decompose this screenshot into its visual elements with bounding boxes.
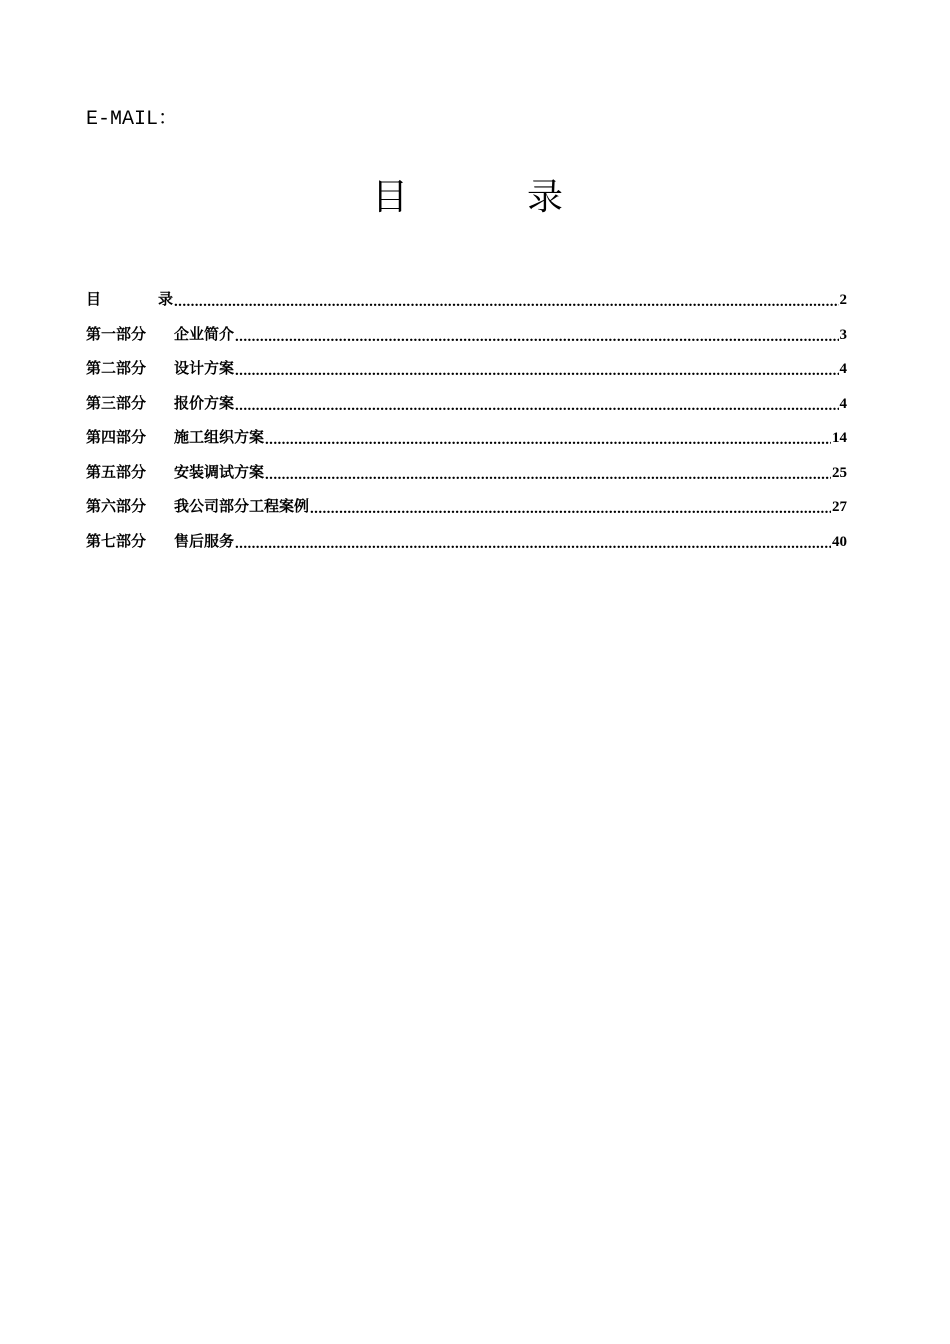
toc-entry-contents[interactable] xyxy=(86,288,847,323)
toc-entry-part-2[interactable] xyxy=(86,357,847,392)
toc-dot-leader xyxy=(265,432,831,448)
toc-dot-leader xyxy=(174,294,838,310)
toc-dot-leader xyxy=(265,467,831,483)
toc-title: 安装调试方案 xyxy=(174,462,265,481)
toc-title: 售后服务 xyxy=(174,531,235,550)
table-of-contents xyxy=(86,288,847,564)
toc-entry-part-5[interactable] xyxy=(86,461,847,496)
toc-page-number: 40 xyxy=(832,533,847,550)
toc-page-number: 4 xyxy=(839,361,847,377)
toc-part-label: 第六部分 xyxy=(86,497,147,515)
toc-title: 录 xyxy=(158,290,174,308)
toc-part-label: 第一部分 xyxy=(86,324,147,343)
toc-entry-part-6[interactable] xyxy=(86,495,847,530)
toc-title: 企业简介 xyxy=(174,324,235,343)
toc-entry-part-4[interactable] xyxy=(86,426,847,461)
page-title-char-2: 录 xyxy=(527,177,564,218)
toc-dot-leader xyxy=(235,536,831,552)
toc-page-number: 2 xyxy=(839,292,847,308)
toc-page-number: 4 xyxy=(839,395,847,412)
page-title xyxy=(372,174,572,222)
toc-part-label: 目 xyxy=(86,290,102,308)
toc-title: 报价方案 xyxy=(174,393,235,412)
toc-part-label: 第七部分 xyxy=(86,531,147,550)
toc-page-number: 14 xyxy=(832,430,847,446)
toc-part-label: 第三部分 xyxy=(86,393,147,412)
toc-dot-leader xyxy=(235,398,838,414)
toc-dot-leader xyxy=(235,363,838,379)
email-label: E-MAIL： xyxy=(86,108,179,131)
toc-part-label: 第四部分 xyxy=(86,428,147,446)
toc-title: 我公司部分工程案例 xyxy=(174,497,310,515)
toc-title: 施工组织方案 xyxy=(174,428,265,446)
toc-entry-part-7[interactable] xyxy=(86,530,847,565)
toc-page-number: 25 xyxy=(832,464,847,481)
toc-page-number: 27 xyxy=(832,499,847,515)
toc-dot-leader xyxy=(310,501,831,517)
toc-page-number: 3 xyxy=(839,326,847,343)
toc-title: 设计方案 xyxy=(174,359,235,377)
toc-dot-leader xyxy=(235,329,838,345)
page-title-char-1: 目 xyxy=(372,177,409,218)
toc-part-label: 第五部分 xyxy=(86,462,147,481)
toc-entry-part-3[interactable] xyxy=(86,392,847,427)
toc-entry-part-1[interactable] xyxy=(86,323,847,358)
toc-part-label: 第二部分 xyxy=(86,359,147,377)
